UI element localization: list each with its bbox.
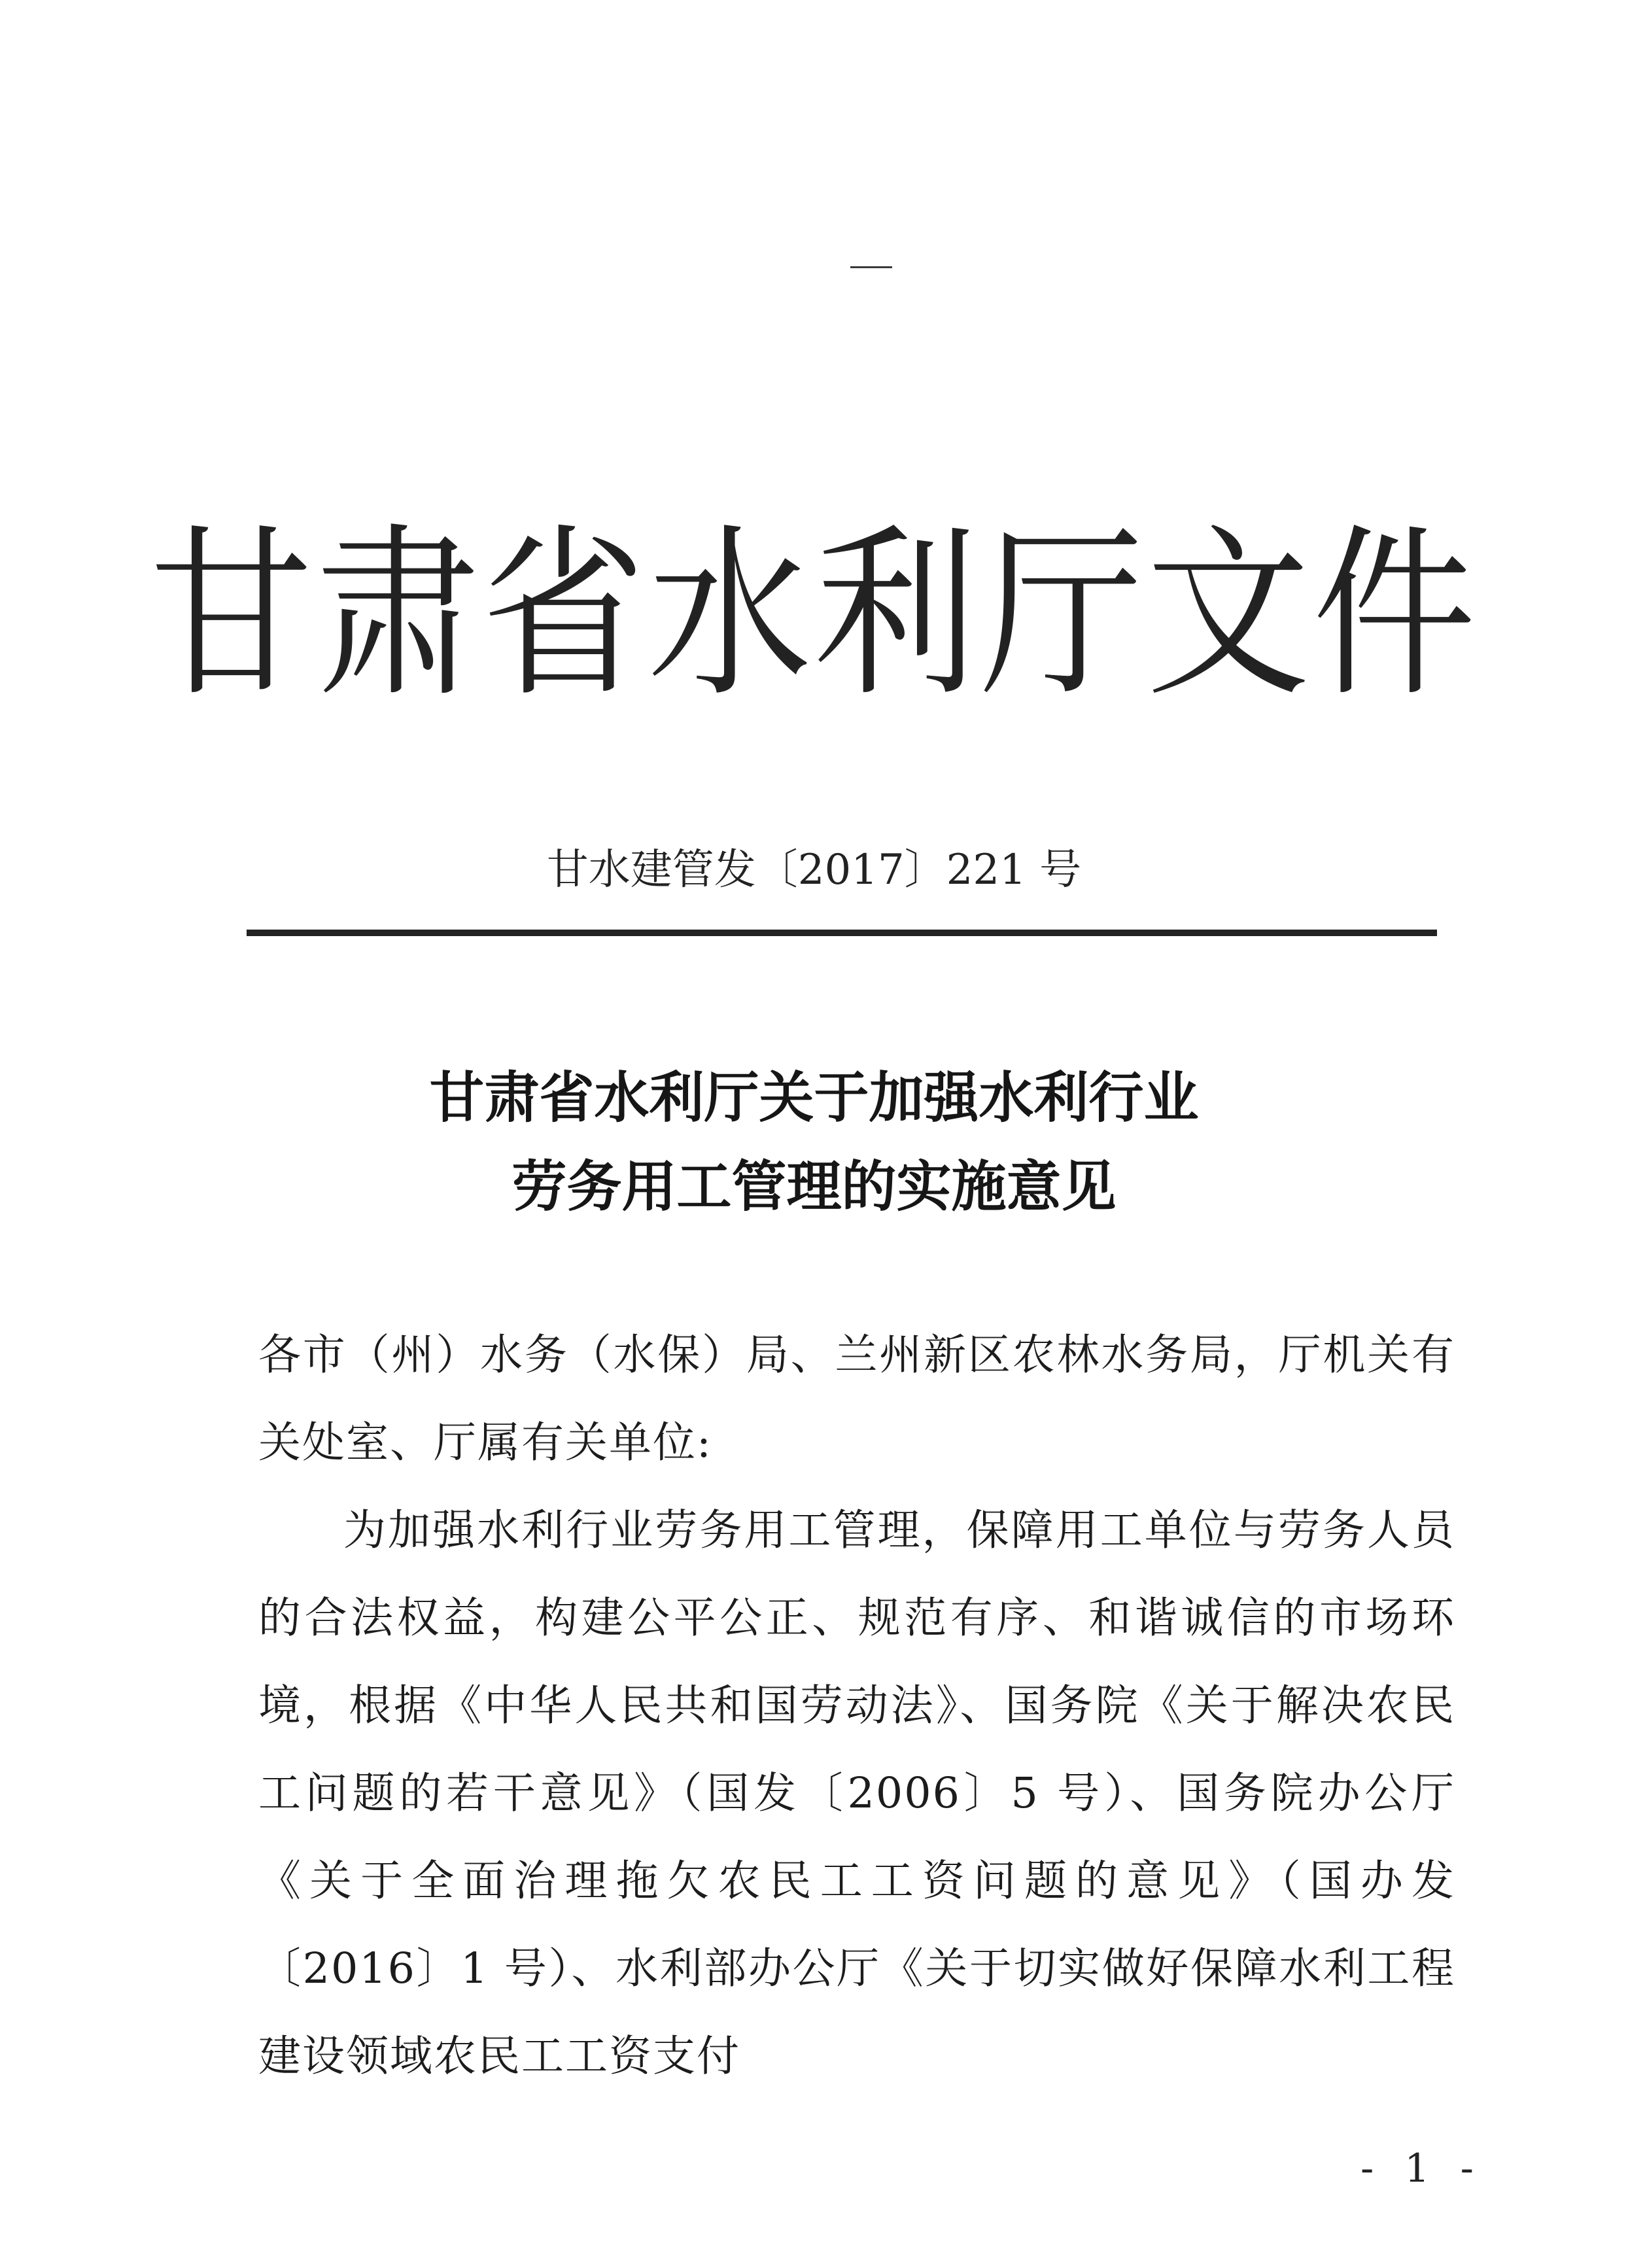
document-title-line-1: 甘肃省水利厅关于加强水利行业 <box>429 1066 1199 1130</box>
salutation: 各市（州）水务（水保）局、兰州新区农林水务局，厅机关有关处室、厅属有关单位: <box>258 1331 1455 1467</box>
issuer-header: 甘肃省水利厅文件 <box>149 508 1479 722</box>
header-separator-rule <box>247 930 1437 936</box>
page-number: - 1 - <box>1360 2146 1483 2191</box>
top-dash-mark <box>850 266 892 268</box>
document-number: 甘水建管发〔2017〕221 号 <box>546 846 1082 894</box>
document-title <box>0 1053 1628 1231</box>
document-title-line-2: 劳务用工管理的实施意见 <box>511 1155 1117 1219</box>
document-body <box>258 1312 1455 2101</box>
body-paragraph-1: 为加强水利行业劳务用工管理，保障用工单位与劳务人员的合法权益，构建公平公正、规范有序、和谐诚信的市场环境，根据《中华人民共和国劳动法》、国务院《关于解决农民工问题的若干意见》（国发〔2006〕5 号）、国务院办公厅《关于全面治理拖欠农民工工资问题的意见》（国办发〔2016〕1 号）、水利部办公厅《关于切实做好保障水利工程建设领域农民工工资支付 <box>258 1506 1455 2081</box>
